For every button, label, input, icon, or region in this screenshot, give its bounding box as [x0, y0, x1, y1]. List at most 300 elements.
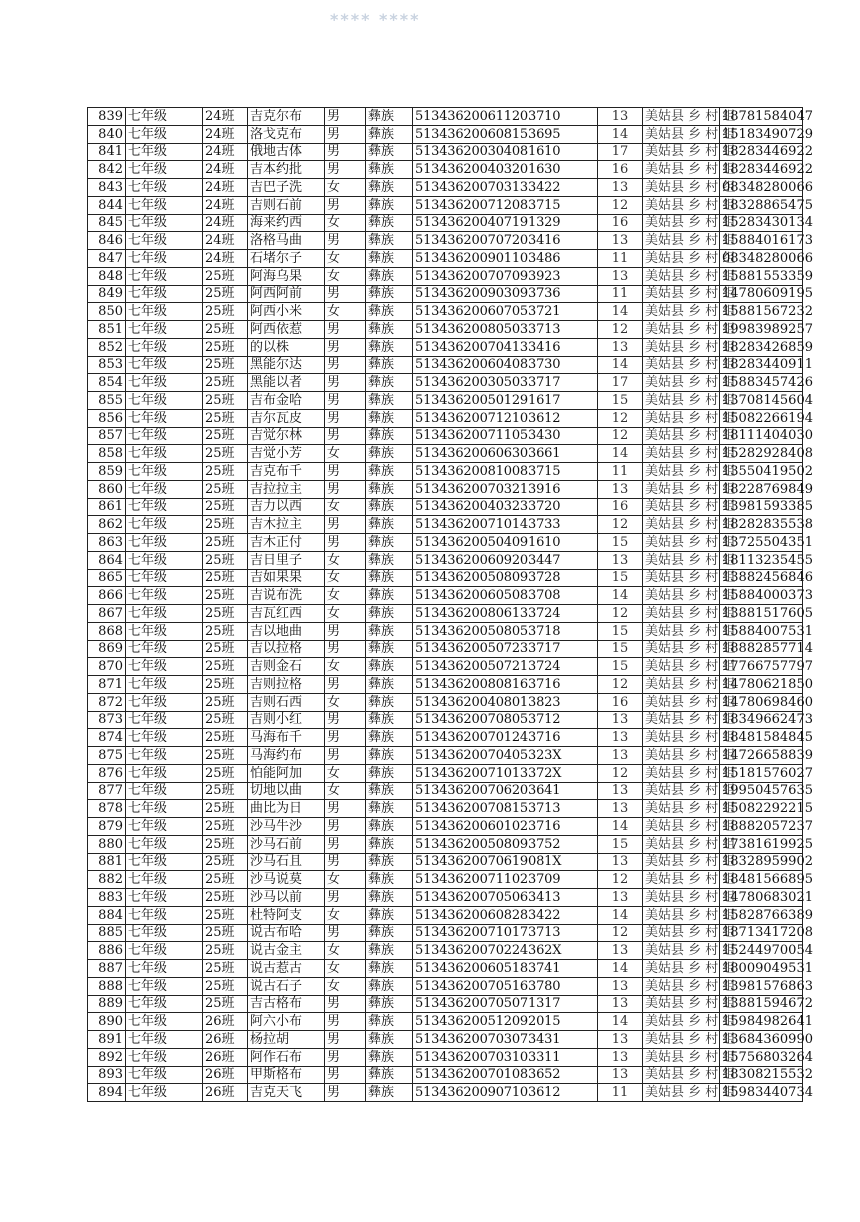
row-number: 889 — [88, 995, 126, 1013]
ethnicity-cell: 彝族 — [366, 605, 413, 623]
gender-cell: 男 — [325, 232, 366, 250]
gender-cell: 男 — [325, 711, 366, 729]
phone-number: 13881517605 — [720, 605, 803, 623]
class-cell: 25班 — [203, 498, 248, 516]
ethnicity-cell: 彝族 — [366, 960, 413, 978]
row-number: 879 — [88, 818, 126, 836]
phone-number: 18481584845 — [720, 729, 803, 747]
table-row — [88, 889, 803, 907]
id-number: 513436200704133416 — [413, 338, 598, 356]
address-cell: 美姑县 乡 村 组 — [643, 942, 720, 960]
phone-number: 18009049531 — [720, 960, 803, 978]
grade-cell: 七年级 — [126, 782, 203, 800]
id-number: 513436200705063413 — [413, 889, 598, 907]
row-number: 861 — [88, 498, 126, 516]
row-number: 844 — [88, 196, 126, 214]
phone-number: 15082292215 — [720, 800, 803, 818]
ethnicity-cell: 彝族 — [366, 1013, 413, 1031]
id-number: 513436200403201630 — [413, 161, 598, 179]
phone-number: 14780698460 — [720, 693, 803, 711]
address-cell: 美姑县 乡 村 组 — [643, 392, 720, 410]
gender-cell: 男 — [325, 640, 366, 658]
id-number: 513436200609203447 — [413, 551, 598, 569]
age-cell: 17 — [598, 374, 643, 392]
id-number: 513436200703133422 — [413, 179, 598, 197]
class-cell: 25班 — [203, 676, 248, 694]
ethnicity-cell: 彝族 — [366, 640, 413, 658]
id-number: 51343620071013372X — [413, 764, 598, 782]
row-number: 865 — [88, 569, 126, 587]
class-cell: 25班 — [203, 977, 248, 995]
gender-cell: 女 — [325, 569, 366, 587]
table-row — [88, 409, 803, 427]
ethnicity-cell: 彝族 — [366, 924, 413, 942]
id-number: 513436200901103486 — [413, 250, 598, 268]
gender-cell: 女 — [325, 782, 366, 800]
row-number: 880 — [88, 835, 126, 853]
address-cell: 美姑县 乡 村 组 — [643, 409, 720, 427]
age-cell: 12 — [598, 924, 643, 942]
age-cell: 12 — [598, 409, 643, 427]
ethnicity-cell: 彝族 — [366, 835, 413, 853]
id-number: 513436200611203710 — [413, 108, 598, 126]
address-cell: 美姑县 乡 村 组 — [643, 321, 720, 339]
gender-cell: 女 — [325, 658, 366, 676]
grade-cell: 七年级 — [126, 250, 203, 268]
ethnicity-cell: 彝族 — [366, 392, 413, 410]
age-cell: 13 — [598, 1048, 643, 1066]
student-name: 吉日里子 — [248, 551, 325, 569]
age-cell: 14 — [598, 906, 643, 924]
class-cell: 24班 — [203, 125, 248, 143]
grade-cell: 七年级 — [126, 658, 203, 676]
row-number: 848 — [88, 267, 126, 285]
grade-cell: 七年级 — [126, 960, 203, 978]
gender-cell: 男 — [325, 427, 366, 445]
table-row — [88, 960, 803, 978]
student-name: 甲斯格布 — [248, 1066, 325, 1084]
grade-cell: 七年级 — [126, 1048, 203, 1066]
gender-cell: 女 — [325, 942, 366, 960]
age-cell: 16 — [598, 161, 643, 179]
gender-cell: 男 — [325, 480, 366, 498]
student-name: 洛格马曲 — [248, 232, 325, 250]
row-number: 855 — [88, 392, 126, 410]
id-number: 513436200607053721 — [413, 303, 598, 321]
id-number: 513436200712083715 — [413, 196, 598, 214]
class-cell: 24班 — [203, 214, 248, 232]
grade-cell: 七年级 — [126, 818, 203, 836]
ethnicity-cell: 彝族 — [366, 906, 413, 924]
student-name: 吉力以西 — [248, 498, 325, 516]
ethnicity-cell: 彝族 — [366, 551, 413, 569]
phone-number: 18328959902 — [720, 853, 803, 871]
gender-cell: 男 — [325, 747, 366, 765]
ethnicity-cell: 彝族 — [366, 108, 413, 126]
phone-number: 13881594672 — [720, 995, 803, 1013]
ethnicity-cell: 彝族 — [366, 321, 413, 339]
address-cell: 美姑县 乡 村 组 — [643, 729, 720, 747]
student-name: 石堵尔子 — [248, 250, 325, 268]
class-cell: 26班 — [203, 1066, 248, 1084]
phone-number: 15884016173 — [720, 232, 803, 250]
grade-cell: 七年级 — [126, 835, 203, 853]
grade-cell: 七年级 — [126, 374, 203, 392]
student-name: 吉则石前 — [248, 196, 325, 214]
address-cell: 美姑县 乡 村 组 — [643, 179, 720, 197]
grade-cell: 七年级 — [126, 640, 203, 658]
class-cell: 24班 — [203, 179, 248, 197]
age-cell: 13 — [598, 729, 643, 747]
gender-cell: 男 — [325, 516, 366, 534]
class-cell: 25班 — [203, 906, 248, 924]
grade-cell: 七年级 — [126, 232, 203, 250]
age-cell: 13 — [598, 711, 643, 729]
address-cell: 美姑县 乡 村 组 — [643, 924, 720, 942]
grade-cell: 七年级 — [126, 622, 203, 640]
phone-number: 18713417208 — [720, 924, 803, 942]
gender-cell: 女 — [325, 250, 366, 268]
student-name: 吉瓦红西 — [248, 605, 325, 623]
class-cell: 25班 — [203, 374, 248, 392]
table-row — [88, 622, 803, 640]
id-number: 51343620070224362X — [413, 942, 598, 960]
grade-cell: 七年级 — [126, 764, 203, 782]
grade-cell: 七年级 — [126, 1031, 203, 1049]
grade-cell: 七年级 — [126, 853, 203, 871]
phone-number: 18349662473 — [720, 711, 803, 729]
age-cell: 15 — [598, 835, 643, 853]
address-cell: 美姑县 乡 村 组 — [643, 835, 720, 853]
id-number: 513436200601023716 — [413, 818, 598, 836]
grade-cell: 七年级 — [126, 285, 203, 303]
table-row — [88, 321, 803, 339]
address-cell: 美姑县 乡 村 组 — [643, 1013, 720, 1031]
address-cell: 美姑县 乡 村 组 — [643, 995, 720, 1013]
table-row — [88, 835, 803, 853]
student-name: 吉则石西 — [248, 693, 325, 711]
ethnicity-cell: 彝族 — [366, 480, 413, 498]
row-number: 851 — [88, 321, 126, 339]
age-cell: 11 — [598, 1084, 643, 1102]
gender-cell: 女 — [325, 445, 366, 463]
table-row — [88, 818, 803, 836]
class-cell: 25班 — [203, 534, 248, 552]
gender-cell: 男 — [325, 534, 366, 552]
row-number: 867 — [88, 605, 126, 623]
grade-cell: 七年级 — [126, 108, 203, 126]
table-row — [88, 303, 803, 321]
class-cell: 25班 — [203, 818, 248, 836]
row-number: 893 — [88, 1066, 126, 1084]
grade-cell: 七年级 — [126, 445, 203, 463]
row-number: 854 — [88, 374, 126, 392]
class-cell: 25班 — [203, 942, 248, 960]
ethnicity-cell: 彝族 — [366, 871, 413, 889]
ethnicity-cell: 彝族 — [366, 161, 413, 179]
address-cell: 美姑县 乡 村 组 — [643, 906, 720, 924]
age-cell: 13 — [598, 108, 643, 126]
table-row — [88, 232, 803, 250]
id-number: 513436200703103311 — [413, 1048, 598, 1066]
ethnicity-cell: 彝族 — [366, 498, 413, 516]
grade-cell: 七年级 — [126, 747, 203, 765]
id-number: 513436200701083652 — [413, 1066, 598, 1084]
grade-cell: 七年级 — [126, 392, 203, 410]
age-cell: 12 — [598, 871, 643, 889]
ethnicity-cell: 彝族 — [366, 214, 413, 232]
row-number: 849 — [88, 285, 126, 303]
table-row — [88, 924, 803, 942]
id-number: 513436200304081610 — [413, 143, 598, 161]
ethnicity-cell: 彝族 — [366, 374, 413, 392]
grade-cell: 七年级 — [126, 427, 203, 445]
row-number: 868 — [88, 622, 126, 640]
table-row — [88, 1066, 803, 1084]
row-number: 869 — [88, 640, 126, 658]
gender-cell: 女 — [325, 214, 366, 232]
row-number: 839 — [88, 108, 126, 126]
ethnicity-cell: 彝族 — [366, 587, 413, 605]
class-cell: 24班 — [203, 196, 248, 214]
grade-cell: 七年级 — [126, 800, 203, 818]
gender-cell: 男 — [325, 995, 366, 1013]
class-cell: 26班 — [203, 1031, 248, 1049]
address-cell: 美姑县 乡 村 组 — [643, 108, 720, 126]
id-number: 513436200407191329 — [413, 214, 598, 232]
phone-number: 18282835538 — [720, 516, 803, 534]
table-row — [88, 285, 803, 303]
address-cell: 美姑县 乡 村 组 — [643, 640, 720, 658]
table-row — [88, 747, 803, 765]
grade-cell: 七年级 — [126, 924, 203, 942]
gender-cell: 男 — [325, 800, 366, 818]
gender-cell: 女 — [325, 551, 366, 569]
class-cell: 25班 — [203, 711, 248, 729]
id-number: 513436200504091610 — [413, 534, 598, 552]
ethnicity-cell: 彝族 — [366, 516, 413, 534]
row-number: 850 — [88, 303, 126, 321]
id-number: 513436200707203416 — [413, 232, 598, 250]
class-cell: 25班 — [203, 409, 248, 427]
gender-cell: 男 — [325, 143, 366, 161]
gender-cell: 女 — [325, 960, 366, 978]
grade-cell: 七年级 — [126, 676, 203, 694]
grade-cell: 七年级 — [126, 303, 203, 321]
student-name: 切地以曲 — [248, 782, 325, 800]
class-cell: 25班 — [203, 551, 248, 569]
row-number: 888 — [88, 977, 126, 995]
student-name: 沙马石且 — [248, 853, 325, 871]
grade-cell: 七年级 — [126, 605, 203, 623]
address-cell: 美姑县 乡 村 组 — [643, 250, 720, 268]
student-name: 阿作石布 — [248, 1048, 325, 1066]
address-cell: 美姑县 乡 村 组 — [643, 960, 720, 978]
table-row — [88, 587, 803, 605]
grade-cell: 七年级 — [126, 871, 203, 889]
gender-cell: 男 — [325, 338, 366, 356]
phone-number: 15082266194 — [720, 409, 803, 427]
address-cell: 美姑县 乡 村 组 — [643, 125, 720, 143]
table-row — [88, 196, 803, 214]
address-cell: 美姑县 乡 村 组 — [643, 463, 720, 481]
class-cell: 25班 — [203, 392, 248, 410]
age-cell: 13 — [598, 942, 643, 960]
phone-number: 15181576027 — [720, 764, 803, 782]
id-number: 513436200806133724 — [413, 605, 598, 623]
student-name: 吉古格布 — [248, 995, 325, 1013]
address-cell: 美姑县 乡 村 组 — [643, 551, 720, 569]
student-name: 沙马以前 — [248, 889, 325, 907]
age-cell: 13 — [598, 232, 643, 250]
address-cell: 美姑县 乡 村 组 — [643, 889, 720, 907]
ethnicity-cell: 彝族 — [366, 569, 413, 587]
table-row — [88, 480, 803, 498]
student-name: 阿西阿前 — [248, 285, 325, 303]
age-cell: 12 — [598, 196, 643, 214]
id-number: 513436200403233720 — [413, 498, 598, 516]
row-number: 866 — [88, 587, 126, 605]
row-number: 873 — [88, 711, 126, 729]
id-number: 513436200705163780 — [413, 977, 598, 995]
phone-number: 15282928408 — [720, 445, 803, 463]
age-cell: 14 — [598, 303, 643, 321]
ethnicity-cell: 彝族 — [366, 409, 413, 427]
grade-cell: 七年级 — [126, 534, 203, 552]
ethnicity-cell: 彝族 — [366, 1048, 413, 1066]
age-cell: 12 — [598, 676, 643, 694]
gender-cell: 男 — [325, 924, 366, 942]
gender-cell: 男 — [325, 1066, 366, 1084]
table-row — [88, 853, 803, 871]
phone-number: 15828766389 — [720, 906, 803, 924]
age-cell: 16 — [598, 693, 643, 711]
student-name: 马海约布 — [248, 747, 325, 765]
ethnicity-cell: 彝族 — [366, 179, 413, 197]
class-cell: 24班 — [203, 143, 248, 161]
id-number: 513436200512092015 — [413, 1013, 598, 1031]
address-cell: 美姑县 乡 村 组 — [643, 214, 720, 232]
id-number: 513436200507233717 — [413, 640, 598, 658]
row-number: 842 — [88, 161, 126, 179]
row-number: 894 — [88, 1084, 126, 1102]
phone-number: 18111404030 — [720, 427, 803, 445]
phone-number: 15756803264 — [720, 1048, 803, 1066]
phone-number: 17766757797 — [720, 658, 803, 676]
gender-cell: 女 — [325, 693, 366, 711]
address-cell: 美姑县 乡 村 组 — [643, 764, 720, 782]
row-number: 847 — [88, 250, 126, 268]
id-number: 513436200305033717 — [413, 374, 598, 392]
student-name: 黑能尔达 — [248, 356, 325, 374]
table-row — [88, 161, 803, 179]
address-cell: 美姑县 乡 村 组 — [643, 658, 720, 676]
id-number: 513436200710173713 — [413, 924, 598, 942]
phone-number: 15283430134 — [720, 214, 803, 232]
phone-number: 15884007531 — [720, 622, 803, 640]
grade-cell: 七年级 — [126, 321, 203, 339]
student-name: 阿西依惹 — [248, 321, 325, 339]
grade-cell: 七年级 — [126, 977, 203, 995]
grade-cell: 七年级 — [126, 569, 203, 587]
id-number: 513436200805033713 — [413, 321, 598, 339]
age-cell: 12 — [598, 427, 643, 445]
id-number: 513436200711023709 — [413, 871, 598, 889]
phone-number: 15881553359 — [720, 267, 803, 285]
address-cell: 美姑县 乡 村 组 — [643, 267, 720, 285]
age-cell: 13 — [598, 977, 643, 995]
student-name: 吉巴子洗 — [248, 179, 325, 197]
ethnicity-cell: 彝族 — [366, 782, 413, 800]
student-name: 洛戈克布 — [248, 125, 325, 143]
table-row — [88, 267, 803, 285]
gender-cell: 男 — [325, 818, 366, 836]
class-cell: 25班 — [203, 835, 248, 853]
phone-number: 18283426859 — [720, 338, 803, 356]
row-number: 877 — [88, 782, 126, 800]
grade-cell: 七年级 — [126, 498, 203, 516]
age-cell: 13 — [598, 995, 643, 1013]
address-cell: 美姑县 乡 村 组 — [643, 711, 720, 729]
phone-number: 19950457635 — [720, 782, 803, 800]
student-name: 吉以拉格 — [248, 640, 325, 658]
gender-cell: 男 — [325, 1084, 366, 1102]
address-cell: 美姑县 乡 村 组 — [643, 498, 720, 516]
class-cell: 25班 — [203, 356, 248, 374]
row-number: 846 — [88, 232, 126, 250]
table-row — [88, 605, 803, 623]
age-cell: 13 — [598, 179, 643, 197]
gender-cell: 男 — [325, 1031, 366, 1049]
table-row — [88, 534, 803, 552]
class-cell: 25班 — [203, 587, 248, 605]
gender-cell: 女 — [325, 587, 366, 605]
ethnicity-cell: 彝族 — [366, 711, 413, 729]
gender-cell: 男 — [325, 853, 366, 871]
address-cell: 美姑县 乡 村 组 — [643, 1031, 720, 1049]
class-cell: 25班 — [203, 924, 248, 942]
gender-cell: 男 — [325, 1013, 366, 1031]
age-cell: 13 — [598, 551, 643, 569]
age-cell: 14 — [598, 1013, 643, 1031]
grade-cell: 七年级 — [126, 729, 203, 747]
ethnicity-cell: 彝族 — [366, 658, 413, 676]
row-number: 886 — [88, 942, 126, 960]
table-row — [88, 214, 803, 232]
age-cell: 13 — [598, 800, 643, 818]
grade-cell: 七年级 — [126, 693, 203, 711]
row-number: 881 — [88, 853, 126, 871]
address-cell: 美姑县 乡 村 组 — [643, 338, 720, 356]
class-cell: 25班 — [203, 605, 248, 623]
age-cell: 14 — [598, 445, 643, 463]
class-cell: 24班 — [203, 250, 248, 268]
class-cell: 26班 — [203, 1084, 248, 1102]
table-row — [88, 764, 803, 782]
grade-cell: 七年级 — [126, 463, 203, 481]
gender-cell: 女 — [325, 871, 366, 889]
age-cell: 13 — [598, 1031, 643, 1049]
row-number: 871 — [88, 676, 126, 694]
address-cell: 美姑县 乡 村 组 — [643, 871, 720, 889]
student-name: 说古布哈 — [248, 924, 325, 942]
id-number: 51343620070405323X — [413, 747, 598, 765]
phone-number: 13684360990 — [720, 1031, 803, 1049]
grade-cell: 七年级 — [126, 409, 203, 427]
age-cell: 14 — [598, 125, 643, 143]
ethnicity-cell: 彝族 — [366, 693, 413, 711]
id-number: 513436200712103612 — [413, 409, 598, 427]
